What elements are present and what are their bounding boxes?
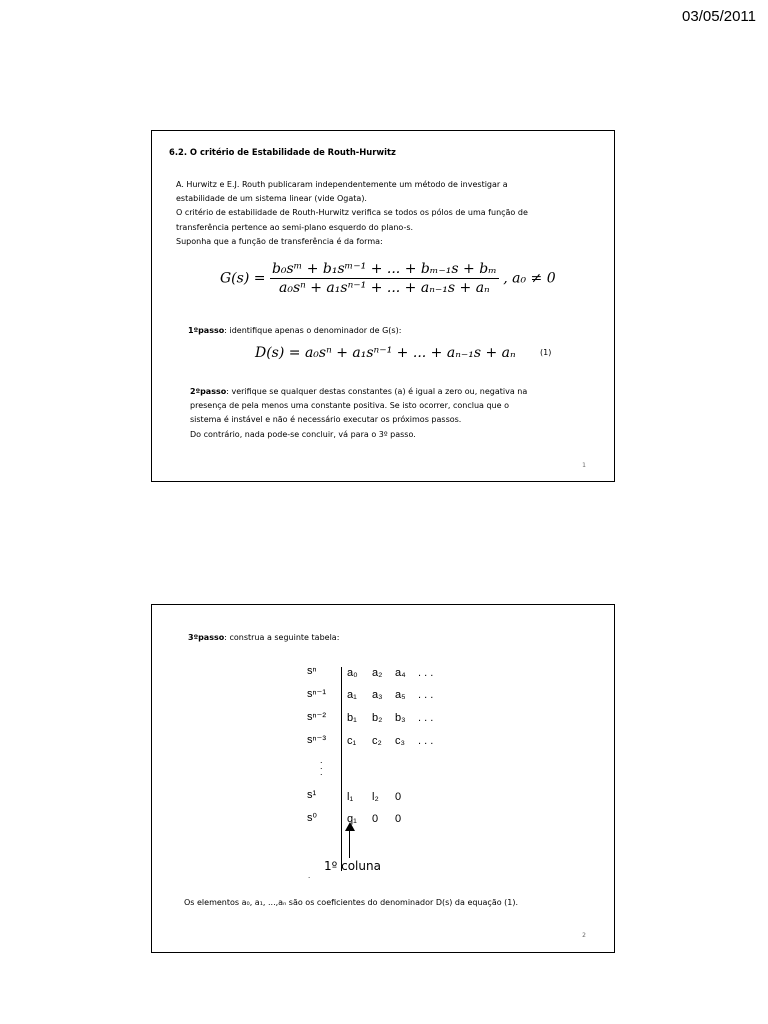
stray-mark: . <box>308 871 311 880</box>
step2-line: presença de pela menos uma constante positiva. Se isto ocorrer, conclua que o <box>190 401 509 411</box>
table-cell: b₂ <box>372 712 383 724</box>
eq-g-numerator: b₀sᵐ + b₁sᵐ⁻¹ + ... + bₘ₋₁s + bₘ <box>271 261 497 277</box>
table-cell: c₃ <box>395 735 405 747</box>
intro-line: transferência pertence ao semi-plano esquerdo do plano-s. <box>176 222 414 232</box>
step2-paragraph <box>190 385 590 442</box>
table-cell: l₁ <box>347 791 354 803</box>
arrow-shaft <box>349 826 350 858</box>
table-cell: a₄ <box>395 667 406 679</box>
table-cell: a₅ <box>395 689 406 701</box>
table-cell: q₁ <box>347 813 357 825</box>
table-cell: c₂ <box>372 735 382 747</box>
row-variable: s⁰ <box>307 812 317 824</box>
table-cell: a₀ <box>347 667 358 679</box>
vertical-ellipsis: . . . <box>320 755 323 777</box>
table-cell: 0 <box>395 813 402 825</box>
step1-paragraph <box>188 324 401 338</box>
row-variable: sⁿ <box>307 665 317 677</box>
table-cell: a₁ <box>347 689 357 701</box>
step2-line: sistema é instável e não é necessário executar os próximos passos. <box>190 415 462 425</box>
arrow-up-icon <box>345 822 355 831</box>
table-cell: 0 <box>395 791 402 803</box>
table-cell: b₃ <box>395 712 406 724</box>
table-cell: b₁ <box>347 712 357 724</box>
step1-label: 1ºpasso <box>188 326 225 335</box>
step2-line: Do contrário, nada pode-se concluir, vá para o 3º passo. <box>190 429 416 439</box>
table-divider <box>341 667 342 871</box>
eq-g-condition: , a₀ ≠ 0 <box>503 270 556 287</box>
intro-line: O critério de estabilidade de Routh-Hurwitz verifica se todos os pólos de uma função de <box>176 208 528 218</box>
step3-text: : construa a seguinte tabela: <box>224 633 340 642</box>
denominator-equation: D(s) = a₀sⁿ + a₁sⁿ⁻¹ + ... + aₙ₋₁s + aₙ <box>255 345 516 361</box>
row-variable: sⁿ⁻³ <box>307 734 326 746</box>
table-cell: . . . <box>418 689 434 701</box>
table-cell: . . . <box>418 735 434 747</box>
row-variable: sⁿ⁻¹ <box>307 688 326 700</box>
table-cell: 0 <box>372 813 379 825</box>
intro-line: A. Hurwitz e E.J. Routh publicaram independentemente um método de investigar a <box>176 180 508 189</box>
step2-line: : verifique se qualquer destas constantes (a) é igual a zero ou, negativa na <box>226 387 528 396</box>
step1-text: : identifique apenas o denominador de G(s): <box>224 326 402 335</box>
table-cell: a₂ <box>372 667 383 679</box>
eq-g-fraction <box>270 261 499 296</box>
equation-reference: (1) <box>540 348 552 357</box>
row-variable: s¹ <box>307 789 317 801</box>
transfer-function-equation <box>220 261 556 296</box>
step3-label: 3ºpasso <box>188 633 225 642</box>
row-variable: sⁿ⁻² <box>307 711 326 723</box>
page-number: 2 <box>582 932 586 939</box>
step2-label: 2ºpasso <box>190 387 227 396</box>
slide-title: 6.2. O critério de Estabilidade de Routh-Hurwitz <box>169 147 396 157</box>
eq-g-lhs: G(s) = <box>220 270 266 287</box>
table-cell: . . . <box>418 712 434 724</box>
slide-2 <box>151 604 615 953</box>
table-cell: a₃ <box>372 689 383 701</box>
page-number: 1 <box>582 462 586 469</box>
document-date: 03/05/2011 <box>682 8 756 25</box>
step3-paragraph <box>188 631 339 645</box>
intro-paragraph <box>176 178 528 249</box>
table-cell: c₁ <box>347 735 357 747</box>
table-cell: . . . <box>418 667 434 679</box>
first-column-label: 1º coluna <box>324 859 381 873</box>
eq-g-denominator: a₀sⁿ + a₁sⁿ⁻¹ + ... + aₙ₋₁s + aₙ <box>278 280 490 296</box>
slide-1 <box>151 130 615 482</box>
intro-line: Suponha que a função de transferência é da forma: <box>176 236 383 246</box>
table-cell: l₂ <box>372 791 379 803</box>
intro-line: estabilidade de um sistema linear (vide Ogata). <box>176 194 367 204</box>
footer-paragraph: Os elementos a₀, a₁, ...,aₙ são os coeficientes do denominador D(s) da equação (1). <box>184 898 519 907</box>
